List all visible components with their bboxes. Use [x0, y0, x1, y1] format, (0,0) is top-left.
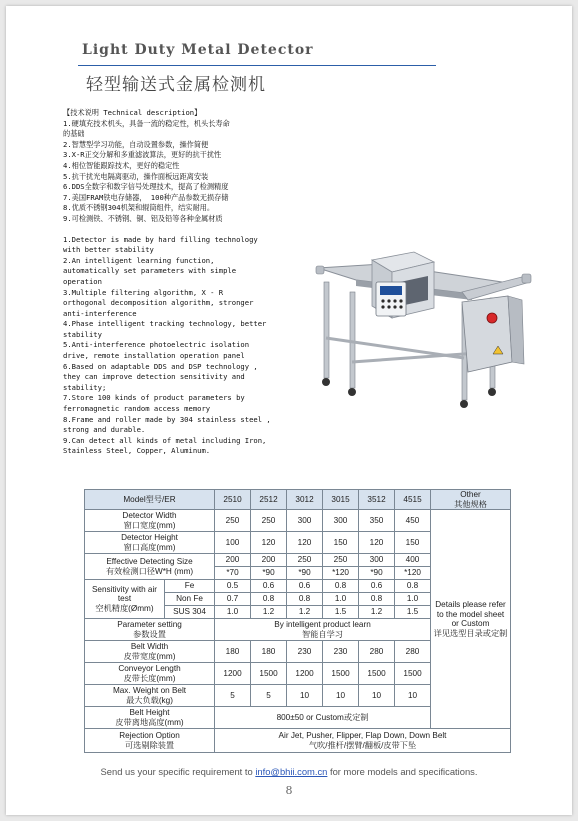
table-cell: 180 [251, 641, 287, 663]
description-line: automatically set parameters with simple [63, 266, 237, 276]
parameter-setting-label: Parameter setting 参数设置 [85, 619, 215, 641]
description-line: 4.相位智能跟踪技术，更好的稳定性 [63, 160, 180, 170]
description-line: 4.Phase intelligent tracking technology, better [63, 319, 267, 329]
belt-width-label: Belt Width 皮带宽度(mm) [85, 641, 215, 663]
table-row [85, 729, 511, 753]
table-cell: 1500 [395, 663, 431, 685]
table-cell: 1.0 [323, 593, 359, 606]
table-cell: 400 [395, 554, 431, 567]
description-line: ferromagnetic random access memory [63, 404, 211, 414]
table-cell: 1200 [215, 663, 251, 685]
description-line: 6.Based on adaptable DDS and DSP technology , [63, 361, 258, 371]
description-line: anti-interference [63, 308, 137, 318]
table-cell: *90 [359, 567, 395, 580]
table-cell: 350 [359, 510, 395, 532]
max-weight-label: Max. Weight on Belt 最大负载(kg) [85, 685, 215, 707]
table-cell: 120 [359, 532, 395, 554]
description-line: with better stability [63, 245, 154, 255]
description-line: 2.An intelligent learning function, [63, 255, 215, 265]
description-line: drive, remote installation operation panel [63, 351, 245, 361]
description-line: 6.DDS全数字和数字信号处理技术，提高了检测精度 [63, 182, 229, 192]
table-cell: 1200 [287, 663, 323, 685]
table-cell: 0.8 [359, 593, 395, 606]
description-line: 8.Frame and roller made by 304 stainless steel , [63, 414, 271, 424]
table-cell: 1500 [323, 663, 359, 685]
description-line: 【技术说明 Technical description】 [63, 108, 202, 117]
title-chinese: 轻型输送式金属检测机 [86, 75, 266, 94]
table-cell: 200 [251, 554, 287, 567]
model-2512: 2512 [251, 490, 287, 510]
table-cell: 0.6 [251, 580, 287, 593]
technical-description [63, 108, 295, 457]
page-number: 8 [285, 784, 293, 797]
model-header: Model型号/ER [85, 490, 215, 510]
description-line: 9.Can detect all kinds of metal including Iron, [63, 435, 267, 445]
table-cell: 0.7 [215, 593, 251, 606]
table-cell: 1500 [251, 663, 287, 685]
table-cell: *120 [323, 567, 359, 580]
table-cell: 0.6 [287, 580, 323, 593]
table-cell: 250 [251, 510, 287, 532]
table-cell: 1.0 [395, 593, 431, 606]
sensitivity-fe-label: Fe [165, 580, 215, 593]
table-cell: 10 [323, 685, 359, 707]
table-cell: 0.8 [323, 580, 359, 593]
description-line: Stainless Steel, Copper, Aluminum. [63, 446, 211, 456]
table-cell: 1.2 [287, 606, 323, 619]
table-cell: 1500 [359, 663, 395, 685]
detector-width-label: Detector Width 窗口宽度(mm) [85, 510, 215, 532]
table-cell: 300 [359, 554, 395, 567]
rejection-option-value: Air Jet, Pusher, Flipper, Flap Down, Down Belt 气吹/推杆/摆臂/翻板/皮带下坠 [215, 729, 511, 753]
effective-size-label: Effective Detecting Size 有效检测口径W*H (mm) [85, 554, 215, 580]
description-line: 的基础 [63, 129, 85, 139]
table-cell: 300 [323, 510, 359, 532]
other-header: Other 其他规格 [431, 490, 511, 510]
table-cell: 1.5 [395, 606, 431, 619]
table-cell: 250 [323, 554, 359, 567]
model-3015: 3015 [323, 490, 359, 510]
table-cell: 250 [287, 554, 323, 567]
table-cell: *90 [287, 567, 323, 580]
description-gap [63, 225, 295, 235]
table-cell: 1.5 [323, 606, 359, 619]
table-cell: 280 [359, 641, 395, 663]
table-cell: 230 [287, 641, 323, 663]
description-line: 1.硬填充技术机头，具备一流的稳定性，机头长寿命 [63, 118, 230, 128]
title-divider [78, 65, 436, 66]
table-cell: 150 [395, 532, 431, 554]
belt-height-value: 800±50 or Custom或定制 [215, 707, 431, 729]
footer-text-before: Send us your specific requirement to [100, 766, 256, 777]
table-cell: 10 [395, 685, 431, 707]
table-cell: 250 [215, 510, 251, 532]
table-cell: *90 [251, 567, 287, 580]
description-line: 9.可检测铁、不锈钢、铜、铝及铅等各种金属材质 [63, 213, 223, 223]
description-line: 7.美国FRAM铁电存储器， 100种产品参数无损存储 [63, 192, 229, 202]
table-cell: 300 [287, 510, 323, 532]
description-line: 5.抗干扰光电隔离驱动，操作面板远距离安装 [63, 171, 209, 181]
rejection-option-label: Rejection Option 可选剔除装置 [85, 729, 215, 753]
conveyor-length-label: Conveyor Length 皮带长度(mm) [85, 663, 215, 685]
description-line: 5.Anti-interference photoelectric isolation [63, 340, 250, 350]
parameter-setting-value: By intelligent product learn 智能自学习 [215, 619, 431, 641]
table-cell: 100 [215, 532, 251, 554]
table-cell: 0.8 [395, 580, 431, 593]
sensitivity-nonfe-label: Non Fe [165, 593, 215, 606]
table-cell: 0.5 [215, 580, 251, 593]
other-details-note: Details please refer to the model sheet or Custom 详见选型目录或定制 [431, 510, 511, 729]
table-cell: 5 [215, 685, 251, 707]
contact-email-link[interactable]: info@bhii.com.cn [255, 766, 328, 777]
description-line: 8.优质不锈钢304机架和辊筒组件，结实耐用。 [63, 203, 215, 213]
belt-height-label: Belt Height 皮带离地高度(mm) [85, 707, 215, 729]
model-2510: 2510 [215, 490, 251, 510]
table-cell: 120 [251, 532, 287, 554]
table-cell: *70 [215, 567, 251, 580]
table-cell: 1.0 [215, 606, 251, 619]
sensitivity-label: Sensitivity with air test 空机精度(Ømm) [85, 580, 165, 619]
description-line: stability; [63, 382, 107, 392]
table-header-row [85, 490, 511, 510]
specification-table [84, 489, 511, 753]
footer-text-after: for more models and specifications. [327, 766, 478, 777]
description-line: 3.X-R正交分解和多重滤波算法，更好的抗干扰性 [63, 150, 222, 160]
table-cell: 0.8 [251, 593, 287, 606]
detector-height-label: Detector Height 窗口高度(mm) [85, 532, 215, 554]
table-cell: 280 [395, 641, 431, 663]
table-cell: 10 [287, 685, 323, 707]
table-cell: 1.2 [359, 606, 395, 619]
table-cell: 0.8 [287, 593, 323, 606]
description-line: stability [63, 329, 102, 339]
table-cell: 5 [251, 685, 287, 707]
document-page [6, 6, 572, 815]
contact-footer [6, 766, 572, 777]
sensitivity-sus-label: SUS 304 [165, 606, 215, 619]
metal-detector-product-photo [312, 242, 534, 414]
table-cell: 10 [359, 685, 395, 707]
table-cell: 230 [323, 641, 359, 663]
description-line: orthogonal decomposition algorithm, stronger [63, 298, 254, 308]
description-line: they can improve detection sensitivity and [63, 372, 245, 382]
table-cell: 180 [215, 641, 251, 663]
description-line: 3.Multiple filtering algorithm, X - R [63, 287, 224, 297]
table-cell: 150 [323, 532, 359, 554]
description-line: 7.Store 100 kinds of product parameters by [63, 393, 245, 403]
table-cell: 0.6 [359, 580, 395, 593]
model-3512: 3512 [359, 490, 395, 510]
table-cell: 450 [395, 510, 431, 532]
description-line: 2.智慧型学习功能，自动设置参数，操作简便 [63, 139, 209, 149]
model-3012: 3012 [287, 490, 323, 510]
description-line: 1.Detector is made by hard filling technology [63, 234, 258, 244]
description-line: operation [63, 276, 102, 286]
table-cell: 120 [287, 532, 323, 554]
model-4515: 4515 [395, 490, 431, 510]
table-row [85, 510, 511, 532]
table-cell: 1.2 [251, 606, 287, 619]
title-english: Light Duty Metal Detector [82, 42, 314, 58]
table-cell: 200 [215, 554, 251, 567]
description-line: strong and durable. [63, 425, 146, 435]
table-cell: *120 [395, 567, 431, 580]
